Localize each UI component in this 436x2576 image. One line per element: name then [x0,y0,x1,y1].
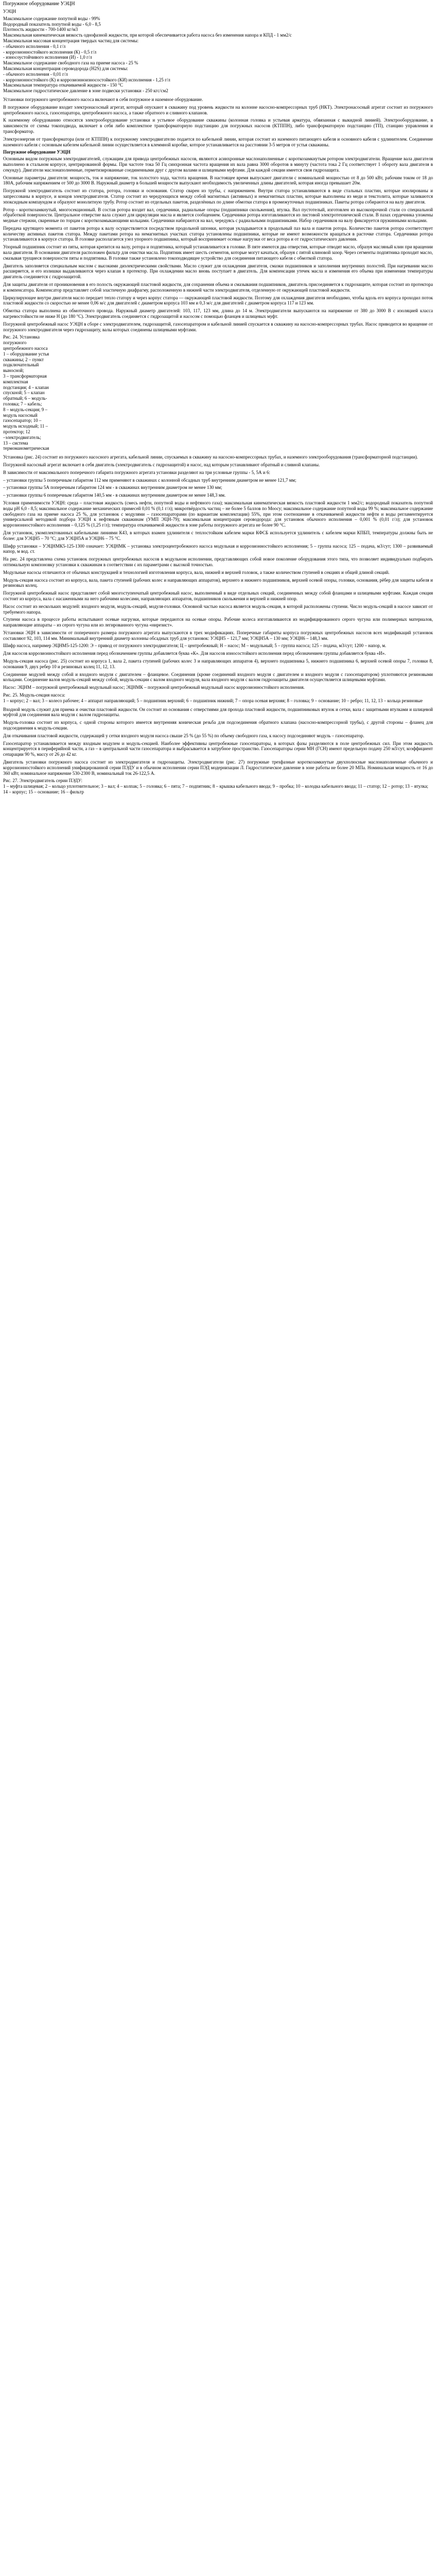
paragraph: Шифр насоса, например ЭЦНМ5-125-1200: Э – привод от погружного электродвигателя; Ц – центробежный; Н – насос; М – модульный; 5 – группа насоса; 125 – подача, м3/сут; 1200 – напор, м. [3,643,387,649]
legend-line: выносной; [3,368,24,374]
paragraph: Для установок, укомплектованных кабельными линиями К43, в которых взамен удлинителя с теплостойким кабелем марки КФСБ используется удлинитель с кабелем марки КПБП, температуры должны быть не более: для УЭЦН5 – 70 °С; для УЭЦН5А и УЭЦН6 – 75 °С. [3,530,433,541]
legend-line: –электродвигатель; [3,434,41,440]
document-page [0,0,436,803]
legend-line: 8 – модуль-секция; 9 – [3,406,47,412]
paragraph: Двигатель заполняется специальным маслом с высокими диэлектрическими свойствами. Масло служит для охлаждения двигателя, смазки подшипников и заполнения внутренних полостей. При нагревании масло расширяется, и его излишки выдавливаются через клапан в протектор. При охлаждении масло вновь поступает в двигатель. Для компенсации утечек масла и изменения его объема при изменении температуры двигатель соединяется с гидрозащитой. [3,263,433,280]
spec-line: Максимальная температура откачиваемой жидкости - 150 °С [3,82,123,88]
legend-line: 3 – трансформаторная [3,374,47,379]
spec-line: Максимальная концентрация сероводорода (H2S) для системы: [3,65,128,71]
section-modifications [3,630,433,690]
spec-line: - коррозионностойкого (К) и коррозионноизносостойкого (КИ) исполнения - 1,25 г/л [3,77,170,82]
spec-line: Водородный показатель попутной воды - 6,0 - 8,5 [3,21,101,27]
section-heading: Погружное оборудование УЭЦН [3,149,71,155]
section-submersible [3,156,433,306]
paragraph: Для насосов коррозионностойкого исполнения перед обозначением группы добавляется буква «К». Для насосов износостойкого исполнения перед обозначением группы добавляется буква «И». [3,651,386,656]
spec-line: Максимальное содержание свободного газа на приеме насоса - 25 % [3,60,138,66]
paragraph: Насос состоит из нескольких модулей: входного модуля, модуль-секций, модуля-головки. Основной частью насоса является модуль-секция, в которой расположены ступени. Число модуль-секций в насосе зависит от требуемого напора. [3,603,433,615]
paragraph: Ступени насоса в процессе работы испытывают осевые нагрузки, которые передаются на осевые опоры. Рабочие колеса изготавливаются из модифицированного серого чугуна или полимерных материалов, направляющие аппараты – из серого чугуна или из легированного чугуна «нирезист». [3,617,433,628]
legend-line: обратный; 6 – модуль- [3,396,47,401]
paragraph: Ротор - короткозамкнутый, многосекционный. В состав ротора входит вал, сердечники, радиальные опоры (подшипники скольжения), втулка. Вал пустотелый, изготовлен из высокопрочной стали со специальной обработкой поверхности. Центральное отверстие вала служит для циркуляции масла и является сообщением. Сердечники ротора изготавливаются из листовой электротехнической стали. В пазах сердечника уложены медные стержни, сваренные по торцам с короткозамыкающими кольцами. Сердечники набираются на вал, чередуясь с радиальными подшипниками. Набор сердечников на валу фиксируется пружинными кольцами. [3,207,433,224]
paragraph: Шифр установки – УЭЦНМК5-125-1300 означает: УЭЦНМК – установка электроцентробежного насоса модульная и коррозионностойкого исполнения; 5 – группа насоса; 125 – подача, м3/сут; 1300 – развиваемый напор, м вод. ст. [3,543,433,554]
paragraph: На рис. 24 представлена схема установок погружных центробежных насосов в модульном исполнении, представляющих собой новое поколение оборудования этого типа, что позволяет индивидуально подбирать оптимальную компоновку установки к скважинам в соответствии с их параметрами с высокой точностью. [3,556,433,567]
legend-line: подключательный [3,362,39,368]
legend-line: подстанция; 4 – клапан [3,384,49,390]
paragraph: Упорный подшипник состоит из пяты, которая крепится на валу, ротора и подпятника, который устанавливается в головке. В пяте имеются два отверстия, которые отводят масло, образуя масляный клин при вращении вала двигателя. В основании двигателя расположен фильтр для очистки масла. Подпятник имеет шесть сегментов, которые могут качаться, образуя с пятой клиновой зазор. Через сегменты подпятника проходит масло, смазывая трущиеся поверхности пяты и подпятника. В головке также установлено токоподводящее устройство для соединения питающего кабеля с обмоткой статора. [3,244,433,261]
paragraph: Погружной центробежный насос представляет собой многоступенчатый центробежный насос, выполненный в виде отдельных секций, соединенных между собой фланцами и шлицевыми муфтами. Каждая секция состоит из корпуса, вала с насаженными на него рабочими колесами, направляющих аппаратов, подшипников скольжения и верхней и нижней опор. [3,590,433,601]
paragraph: В погружное оборудование входит электронасосный агрегат, который опускают в скважину под уровень жидкости на колонне насосно-компрессорных труб (НКТ). Электронасосный агрегат состоит из погружного центробежного насоса, газосепаратора, центробежного насоса, а также обратного и сливного клапанов. [3,104,433,115]
spec-line: - износоустойчивого исполнения (И) - 1,0 г/л [3,55,92,60]
paragraph: Обмотка статора выполнена из обмоточного провода. Наружный диаметр двигателей: 103, 117, 123 мм, длина до 14 м. Электродвигатели выпускаются на напряжение от 380 до 3000 В с изоляцией класса нагревостойкости не ниже Н (до 180 °С). Электродвигатель соединяется с гидрозащитой и насосом с помощью фланцев и шлицевых муфт. [3,308,433,319]
spec-line: Максимальная массовая концентрация твердых частиц для системы: [3,38,139,43]
paragraph: Электроэнергия от трансформатора (или от КТППН) к погружному электродвигателю подается по кабельной линии, которая состоит из наземного питающего кабеля и основного кабеля с удлинителем. Соединение наземного кабеля с основным кабелем кабельной линии осуществляется в клеммной коробке, которое устанавливается на расстоянии 3-5 метров от устья скважины. [3,136,433,147]
paragraph: Установки ЭЦН в зависимости от поперечного размера погружного агрегата выпускаются в трех модификациях. Поперечные габариты корпуса погружных центробежных насосов всех модификаций установок составляют 92, 103, 114 мм. Минимальный внутренний диаметр колонны обсадных труб для установок: УЭЦН5 – 121,7 мм; УЭЦН5А – 130 мм; УЭЦН6 – 148,3 мм. [3,630,433,641]
paragraph: – установки группы 6 поперечным габаритом 140,5 мм - в скважинах внутренним диаметром не менее 148,3 мм. [3,493,226,498]
paragraph: Погружной электродвигатель состоит из статора, ротора, головки и основания. Статор сварен из трубы, с напряжением. Внутри статора устанавливаются в виде стальных пластин, которые изолированы и запрессованы в корпусе, и концов электродвигателя. Статор состоит из чередующихся между собой магнитных (активных) и немагнитных пластин, которые выполнены из меди и текстолита, которые заливаются эпоксидным компаундом и образуют монолитную трубу. Ротор состоит из отдельных пакетов, разделённых по длине обмотки статора в промежуточных подшипниках. Пакеты ротора собираются на валу двигателя. [3,188,433,205]
document-subtitle: УЭЦН [3,9,16,14]
paragraph: Для защиты двигателя от проникновения в его полость окружающей пластовой жидкости, для сохранения объема и смазывания подшипников, двигатель присоединяется к гидрозащите, которая состоит из протектора и компенсатора. Компенсатор представляет собой эластичную диафрагму, расположенную в нижней части электродвигателя, отделенную от окружающей пластовой жидкости. [3,282,433,293]
spec-line: Максимальное гидростатическое давление в зоне подвески установки - 250 кгс/см2 [3,88,168,94]
paragraph: Модульные насосы отличаются от обычных конструкцией и технологией изготовления корпуса, вала, нижней и верхней головок, а также количеством ступеней в секциях и общей длиной секций. [3,569,390,575]
paragraph: Погружной центробежный насос УЭЦН в сборе с электродвигателем, гидрозащитой, газосепаратором и кабельной линией спускается в скважину на насосно-компрессорных трубах. Насос приводится во вращение от погружного электродвигателя через гидрозащиту, валы которых соединены шлицевыми муфтами. [3,321,433,332]
paragraph: – установки группы 5А поперечным габаритом 124 мм - в скважинах внутренним диаметром не менее 130 мм; [3,485,222,490]
legend-line: Рис. 25. Модуль-секция насоса: [3,692,65,698]
section-electrical [3,308,433,332]
document-title: Погружное оборудование УЭЦН [3,1,75,7]
paragraph: Модуль-головка состоит из корпуса, с одной стороны которого имеется внутренняя коническая резьба для подсоединения обратного клапана (насосно-компрессорной трубы), с другой стороны – фланец для подсоединения к модуль-секции. [3,720,433,731]
legend-line: головка; 7 – кабель; [3,401,42,406]
figure-27-legend [3,778,433,794]
figure-25-legend [3,692,433,704]
spec-line: - обычного исполнения - 0,1 г/л [3,43,66,49]
paragraph: Для откачивания пластовой жидкости, содержащей у сетки входного модуля насоса свыше 25 % (до 55 %) по объему свободного газа, к насосу подсоединяют модуль – газосепаратор. [3,733,364,738]
paragraph: Газосепаратор устанавливается между входным модулем и модуль-секцией. Наиболее эффективны центробежные газосепараторы, в которых фазы разделяются в поле центробежных сил. При этом жидкость концентрируется в периферийной части, а газ – в центральной части газосепаратора и выбрасывается в затрубное пространство. Газосепараторы серии МН (ГСН) имеют предельную подачу 250 м3/сут, коэффициент сепарации 90 %, массу от 26 до 42 кг. [3,740,433,757]
paragraph: – установки группы 5 поперечным габаритом 112 мм применяют в скважинах с колонной обсадных труб внутренним диаметром не менее 121,7 мм; [3,477,297,483]
legend-line: протектор; 12 [3,429,30,434]
section-intro [3,97,433,147]
paragraph: Модуль-секция насоса состоит из корпуса, вала, пакета ступеней (рабочих колес и направляющих аппаратов), верхнего и нижнего подшипников, верхней осевой опоры, головки, основания, рёбер для защиты кабеля и резиновых колец. [3,577,433,588]
legend-line: центробежного насоса [3,346,48,351]
legend-line: спускной; 5 – клапан [3,390,45,396]
paragraph: Входной модуль служит для приема и очистки пластовой жидкости. Он состоит из основания с отверстиями для прохода пластовой жидкости, подшипниковых втулок и сетки, вала с защитными втулками и шлицевой муфтой для соединения вала модуля с валом гидрозащиты. [3,706,433,718]
spec-line: Максимальная кинематическая вязкость однофазной жидкости, при которой обеспечивается работа насоса без изменения напора и КПД - 1 мм2/с [3,32,292,38]
paragraph: В зависимости от максимального поперечного габарита погружного агрегата установки разделяют на три условные группы - 5, 5А и 6: [3,469,270,475]
paragraph: Двигатель установки погружного насоса состоит из электродвигателя и гидрозащиты. Электродвигатели (рис. 27) погружные трехфазные короткозамкнутые двухполюсные маслонаполненные обычного и коррозионностойкого исполнений унифицированной серии ПЭДУ и в обычном исполнении серии ПЭД модернизации Л. Гидростатическое давление в зоне работы не более 20 МПа. Номинальная мощность от 16 до 360 кВт, номинальное напряжение 530-2300 В, номинальный ток 26-122,5 А. [3,759,433,776]
legend-line: Рис. 24. Установка [3,334,40,340]
paragraph: К наземному оборудованию относятся электрооборудование установки и устьевое оборудование скважины (колонная головка и устьевая арматура, обвязанная с выкидной линией). Электрооборудование, в зависимости от схемы токоподвода, включает в себя либо комплектное трансформаторную подстанцию для погружных насосов (КТППН), либо трансформаторную подстанцию (ТП), станцию управления и трансформатор. [3,117,433,134]
legend-line: погружного [3,340,27,346]
legend-line: 1 – оборудование устья [3,351,49,357]
paragraph: Установки погружного центробежного насоса включают в себя погружное и наземное оборудование. [3,96,203,102]
legend-line: термоманометрическая [3,446,49,451]
legend-line: 1 – корпус; 2 – вал; 3 – колесо рабочее; 4 – аппарат направляющий; 5 – подшипник верхний; 6 – подшипник нижний; 7 – опора осевая верхняя; 8 – головка; 9 – основание; 10 – ребро; 11, 12, 13 – кольца резиновые [3,698,423,703]
section-modules [3,707,433,776]
paragraph: Насос: ЭЦНМ – погружной центробежный модульный насос; ЭЦНМК – погружной центробежный модульный насос коррозионностойкого исполнения. [3,685,305,690]
spec-line: - обычного исполнения - 0,01 г/л [3,71,68,77]
section-pump [3,590,433,628]
spec-line: Максимальное содержание попутной воды - 99% [3,15,100,21]
legend-line: скважины; 2 – пункт [3,357,44,362]
spec-line: - коррозионностойкого исполнения (К) - 0,5 г/л [3,49,97,55]
legend-line: модуль насосный [3,412,38,418]
paragraph: Соединение модулей между собой и входного модуля с двигателем – фланцевое. Соединения (кроме соединений входного модуля с двигателем и входного модуля с газосепаратором) уплотняются резиновыми кольцами. Соединение валов модуль-секций между собой, модуль-секции с валом входного модуля, вала входного модуля с валом гидрозащиты двигателя осуществляется шлицевыми муфтами. [3,671,433,683]
paragraph: Передача крутящего момента от пакетов ротора к валу осуществляется посредством продольной шпонки, которая укладывается в продольный паз вала и пакетов ротора. Количество пакетов ротора соответствует количеству активных пакетов статора. Между пакетами ротора на немагнитных участках статора установлены подшипники, которые не имеют возможности вращаться в расточке статора. Сердечники ротора устанавливаются в корпусе статора. В головке располагается узел упорного подшипника, который воспринимает осевые нагрузки от веса ротора и от гидростатического давления. [3,225,433,242]
legend-line: 1 – муфта шлицевая; 2 – кольцо уплотнительное; 3 – вал; 4 – колпак; 5 – головка; 6 – пята; 7 – подпятник; 8 – крышка кабельного ввода; 9 – пробка; 10 – колодка кабельного ввода; 11 – статор; 12 – ротор; 13 – втулка; 14 – корпус; 15 – основание; 16 – фильтр [3,784,428,795]
legend-line: комплектная [3,379,28,384]
section-installation [3,454,433,588]
legend-line: газосепаратор; 10 – [3,418,42,423]
paragraph: Модуль-секция насоса (рис. 25) состоит из корпуса 1, вала 2, пакета ступеней (рабочих колес 3 и направляющих аппаратов 4), верхнего подшипника 5, нижнего подшипника 6, верхней осевой опоры 7, головки 8, основания 9, двух ребер 10 и резиновых колец 11, 12, 13. [3,658,433,669]
spec-line: Плотность жидкости - 700-1400 кг/м3 [3,27,78,32]
paragraph: Циркулирующее внутри двигателя масло передает тепло статору и через корпус статора — окружающей пластовой жидкости. Поэтому для охлаждения двигателя необходимо, чтобы вдоль его корпуса проходил поток пластовой жидкости со скоростью не менее 0,06 м/с для двигателей с диаметром корпуса 103 мм и 0,3 м/с для двигателей с диаметром корпуса 117 и 123 мм. [3,295,433,306]
specs-block [3,16,433,94]
legend-line: модуль исходный; 11 – [3,423,48,429]
figure-24-legend [3,334,433,451]
paragraph: Установка (рис. 24) состоит из погружного насосного агрегата, кабельной линии, спускаемых в скважину на насосно-компрессорных трубах, и наземного электрооборудования (трансформаторной подстанции). [3,454,418,460]
paragraph: Погружной насосный агрегат включает в себя двигатель (электродвигатель с гидрозащитой) и насос, над которым устанавливают обратный и сливной клапаны. [3,462,320,467]
legend-line: Рис. 27. Электродвигатель серии ПЭДУ: [3,778,82,784]
paragraph: Основные параметры двигателя: мощность, ток и напряжение, ток холостого хода, частота вращения. В настоящее время выпускают двигатели с номинальной мощностью от 8 до 500 кВт, рабочим током от 18 до 180А, рабочим напряжением от 500 до 3000 В. Наружный диаметр в большей мощности выпускают необходимость увеличенных длины двигателей, которая иногда превышает 20м. [3,175,433,186]
paragraph: Условия применимости УЭЦН: среда – пластовая жидкость (смесь нефти, попутной воды и нефтяного газа); максимальная кинематическая вязкость пластовой жидкости 1 мм2/с; водородный показатель попутной воды pH 6,0 - 8,5; максимальное содержание механических примесей 0,01 % (0,1 г/л); микротвёрдость частиц – не более 5 баллов по Моосу; максимальное содержание попутной воды 99 %; максимальное содержание свободного газа на приеме насоса 25 %, для установок с модулями – газосепараторами (по вариантам комплектации) 55%, при этом соотношение в откачиваемой жидкости нефти и воды регламентируется универсальной методикой подбора УЭЦН к нефтяным скважинам (УМП ЭЦН-79); максимальная концентрация сероводорода: для установок обычного исполнения – 0,001 % (0,01 г/л); для установок коррозионностойкого исполнения – 0,125 % (1,25 г/л); температура откачиваемой жидкости в зоне работы погружного агрегата не более 90 °С. [3,500,433,528]
paragraph: Основным видом погружным электродвигателей, служащим для привода центробежных насосов, являются асинхронные маслонаполненные с короткозамкнутым ротором электродвигатели. Вращение вала двигателя выполнено в стальном корпусе, центрированной формы. При частоте тока 50 Гц синхронная частота вращения их вала равна 3000 оборотов в минуту (частота тока 2 Гц соответствует 1 обороту вала двигателя в секунду). Двигатели маслонаполненные, герметизированные соединенными друг с другом валами и шлицевыми муфтами. Для каждой секции имеется своя гидрозащита. [3,156,433,173]
legend-line: 13 – система [3,440,28,446]
